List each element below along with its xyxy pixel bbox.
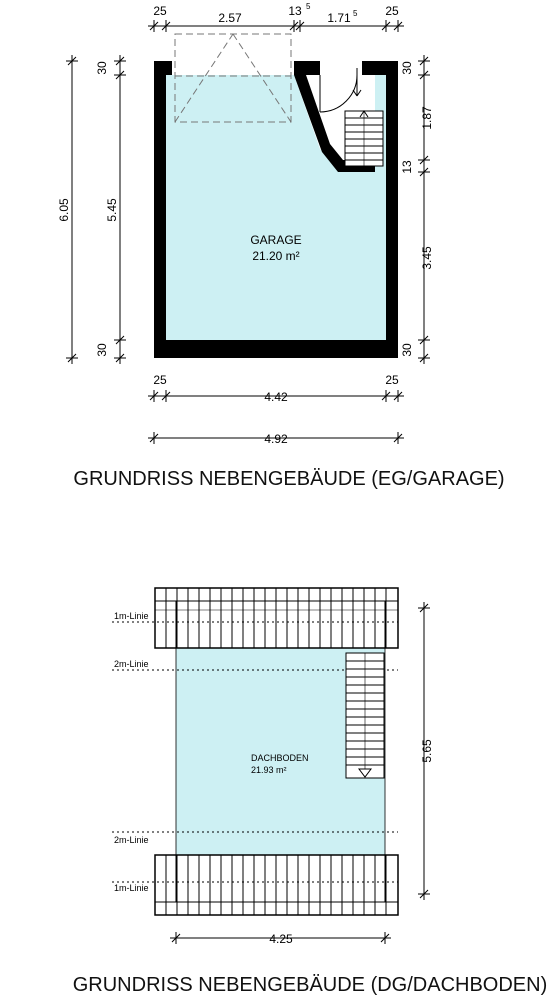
- dim-top-171: 1.71: [327, 11, 351, 25]
- line-label-top-1m: 1m-Linie: [114, 611, 149, 621]
- dim-top-right-25: 25: [385, 4, 399, 18]
- roof-eave-top: [155, 588, 398, 648]
- dim-left-top-30: 30: [95, 61, 109, 75]
- dim-top-171-sup: 5: [353, 9, 358, 18]
- dim-bottom-492: 4.92: [264, 432, 288, 446]
- attic-plan: [73, 588, 548, 996]
- dim-right-187: 1.87: [420, 106, 434, 130]
- dim-right-13: 13: [400, 160, 414, 174]
- door-swing: [320, 68, 361, 112]
- dim-attic-425: 4.25: [269, 932, 293, 946]
- stairs-eg: [345, 111, 383, 166]
- dim-top-257: 2.57: [218, 11, 242, 25]
- dim-bottom-left-25: 25: [153, 373, 167, 387]
- dim-right-bottom-30: 30: [400, 343, 414, 357]
- ground-floor-title: GRUNDRISS NEBENGEBÄUDE (EG/GARAGE): [73, 468, 505, 490]
- attic-room-area: 21.93 m²: [251, 765, 287, 775]
- dim-right-345: 3.45: [420, 246, 434, 270]
- right-dimension-chain: [418, 55, 430, 364]
- top-dimension-chain: [148, 20, 404, 32]
- line-label-bottom-2m: 2m-Linie: [114, 835, 149, 845]
- garage-room-area: 21.20 m²: [252, 249, 300, 263]
- dim-bottom-442: 4.42: [264, 390, 288, 404]
- dim-top-left-25: 25: [153, 4, 167, 18]
- stairs-dg: [346, 653, 384, 778]
- line-label-top-2m: 2m-Linie: [114, 659, 149, 669]
- dim-top-13-sup: 5: [306, 2, 311, 11]
- dim-left-605: 6.05: [57, 198, 71, 222]
- dim-attic-565: 5.65: [420, 739, 434, 763]
- ground-floor-plan: [57, 2, 505, 490]
- line-label-bottom-1m: 1m-Linie: [114, 883, 149, 893]
- attic-title: GRUNDRISS NEBENGEBÄUDE (DG/DACHBODEN): [72, 974, 548, 996]
- attic-room-name: DACHBODEN: [251, 753, 309, 763]
- dim-bottom-right-25: 25: [385, 373, 399, 387]
- roof-eave-bottom: [155, 855, 398, 915]
- dim-left-545: 5.45: [105, 198, 119, 222]
- dim-right-top-30: 30: [400, 61, 414, 75]
- dim-left-bottom-30: 30: [95, 343, 109, 357]
- dim-top-13: 13: [288, 4, 302, 18]
- garage-room-name: GARAGE: [250, 233, 302, 247]
